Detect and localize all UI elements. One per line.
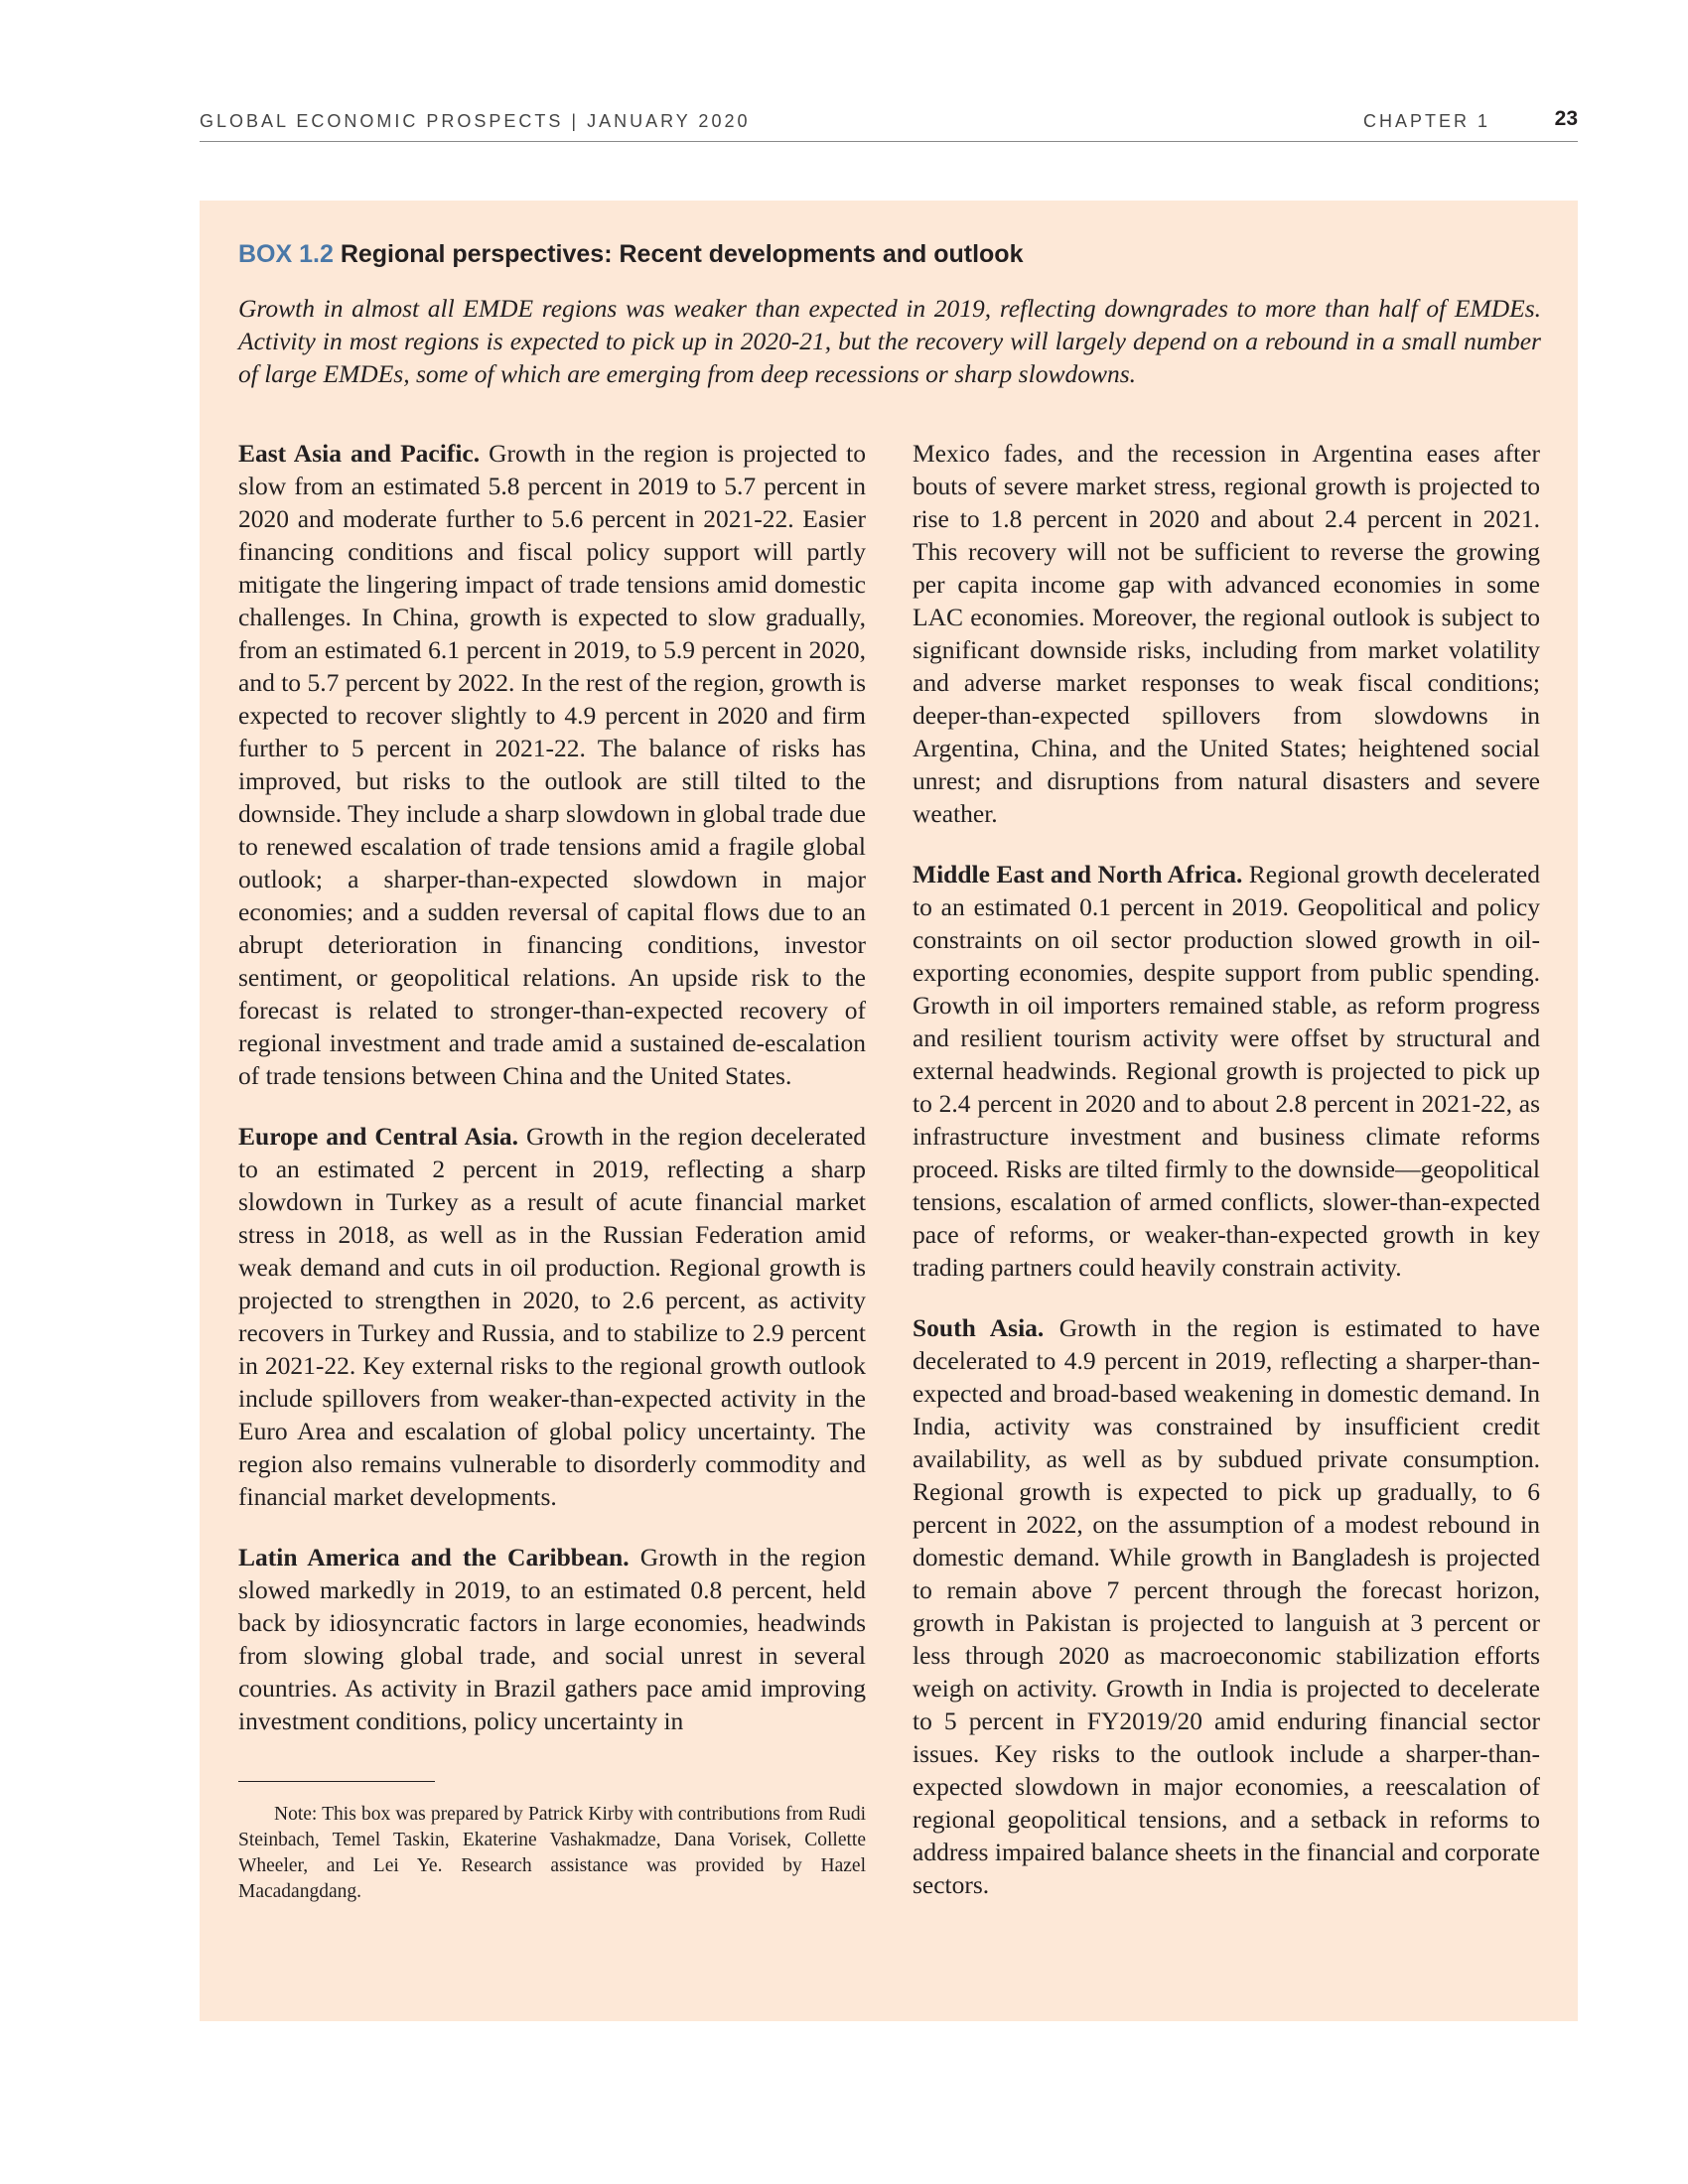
section-text: Growth in the region decelerated to an estimated 2 percent in 2019, reflecting a sharp slowdown in Turkey as a result of acute financial market stress in 2018, as well as in the Russian Federation amid weak demand and cuts in oil production. Regional growth is projected to strengthen in 2020, to 2.6 percent, as activity recovers in Turkey and Russia, and to stabilize to 2.9 percent in 2021-22. Key external risks to the regional growth outlook include spillovers from weaker-than-expected activity in the Euro Area and escalation of global policy uncertainty. The region also remains vulnerable to disorderly commodity and financial market developments. (238, 1122, 867, 1511)
left-column (238, 437, 866, 1933)
section-text: Mexico fades, and the recession in Argentina eases after bouts of severe market stress, regional growth is projected to rise to 1.8 percent in 2020 and about 2.4 percent in 2021. This recovery will not be sufficient to reverse the growing per capita income gap with advanced economies in some LAC economies. Moreover, the regional outlook is subject to significant downside risks, including from market volatility and adverse market responses to weak fiscal conditions; deeper-than-expected spillovers from slowdowns in Argentina, China, and the United States; heightened social unrest; and disruptions from natural disasters and severe weather. (913, 439, 1540, 828)
section-east-asia-pacific (238, 437, 866, 1092)
section-south-asia (913, 1311, 1540, 1901)
section-text: Growth in the region is estimated to have decelerated to 4.9 percent in 2019, reflecting a sharper-than-expected and broad-based weakening in domestic demand. In India, activity was constrained by insufficient credit availability, as well as by subdued private consumption. Regional growth is expected to pick up gradually, to 6 percent in 2022, on the assumption of a modest rebound in domestic demand. While growth in Bangladesh is projected to remain above 7 percent through the forecast horizon, growth in Pakistan is projected to languish at 3 percent or less through 2020 as macroeconomic stabilization efforts weigh on activity. Growth in India is projected to decelerate to 5 percent in FY2019/20 amid enduring financial sector issues. Key risks to the outlook include a sharper-than-expected slowdown in major economies, a reescalation of regional geopolitical tensions, and a setback in reforms to address impaired balance sheets in the financial and corporate sectors. (913, 1313, 1540, 1899)
right-column (913, 437, 1540, 1929)
running-head (200, 107, 1578, 142)
page-number: 23 (1554, 107, 1578, 130)
box-label: BOX 1.2 (238, 240, 334, 268)
box-heading: Regional perspectives: Recent developments and outlook (340, 240, 1024, 268)
section-latin-america-caribbean (238, 1541, 866, 1737)
section-heading: Latin America and the Caribbean. (238, 1543, 630, 1571)
section-text: Growth in the region slowed markedly in 2019, to an estimated 0.8 percent, held back by idiosyncratic factors in large economies, headwinds from slowing global trade, and social unrest in several countries. As activity in Brazil gathers pace amid improving investment conditions, policy uncertainty in (238, 1543, 867, 1735)
section-heading: East Asia and Pacific. (238, 439, 481, 468)
footnote-rule (238, 1781, 435, 1782)
section-middle-east-north-africa (913, 858, 1540, 1284)
section-heading: Middle East and North Africa. (913, 860, 1243, 888)
chapter-label: CHAPTER 1 (1362, 111, 1490, 131)
section-europe-central-asia (238, 1120, 866, 1513)
section-heading: South Asia. (913, 1313, 1045, 1342)
footnote: Note: This box was prepared by Patrick Kirby with contributions from Rudi Steinbach, Temel Taskin, Ekaterine Vashakmadze, Dana Vorisek, Collette Wheeler, and Lei Ye. Research assistance was provided by Hazel Macadangdang. (238, 1804, 866, 1902)
box-panel (200, 201, 1578, 2021)
box-intro: Growth in almost all EMDE regions was weaker than expected in 2019, reflecting downgrades to more than half of EMDEs. Activity in most regions is expected to pick up in 2020-21, but the recovery will largely depend on a rebound in a small number of large EMDEs, some of which are emerging from deep recessions or sharp slowdowns. (238, 294, 1541, 388)
box-title (238, 240, 1549, 269)
section-latin-america-caribbean-continued (913, 437, 1540, 830)
section-text: Regional growth decelerated to an estimated 0.1 percent in 2019. Geopolitical and policy constraints on oil sector production slowed growth in oil-exporting economies, despite support from public spending. Growth in oil importers remained stable, as reform progress and resilient tourism activity were offset by structural and external headwinds. Regional growth is projected to pick up to 2.4 percent in 2020 and to about 2.8 percent in 2021-22, as infrastructure investment and business climate reforms proceed. Risks are tilted firmly to the downside—geopolitical tensions, escalation of armed conflicts, slower-than-expected pace of reforms, or weaker-than-expected growth in key trading partners could heavily constrain activity. (913, 860, 1540, 1282)
section-text: Growth in the region is projected to slow from an estimated 5.8 percent in 2019 to 5.7 percent in 2020 and moderate further to 5.6 percent in 2021-22. Easier financing conditions and fiscal policy support will partly mitigate the lingering impact of trade tensions amid domestic challenges. In China, growth is expected to slow gradually, from an estimated 6.1 percent in 2019, to 5.9 percent in 2020, and to 5.7 percent by 2022. In the rest of the region, growth is expected to recover slightly to 4.9 percent in 2020 and firm further to 5 percent in 2021-22. The balance of risks has improved, but risks to the outlook are still tilted to the downside. They include a sharp slowdown in global trade due to renewed escalation of trade tensions amid a fragile global outlook; a sharper-than-expected slowdown in major economies; and a sudden reversal of capital flows due to an abrupt deterioration in financing conditions, investor sentiment, or geopolitical relations. An upside risk to the forecast is related to stronger-than-expected recovery of regional investment and trade amid a sustained de-escalation of trade tensions between China and the United States. (238, 439, 867, 1090)
publication-title: GLOBAL ECONOMIC PROSPECTS | JANUARY 2020 (200, 111, 751, 131)
section-heading: Europe and Central Asia. (238, 1122, 519, 1151)
